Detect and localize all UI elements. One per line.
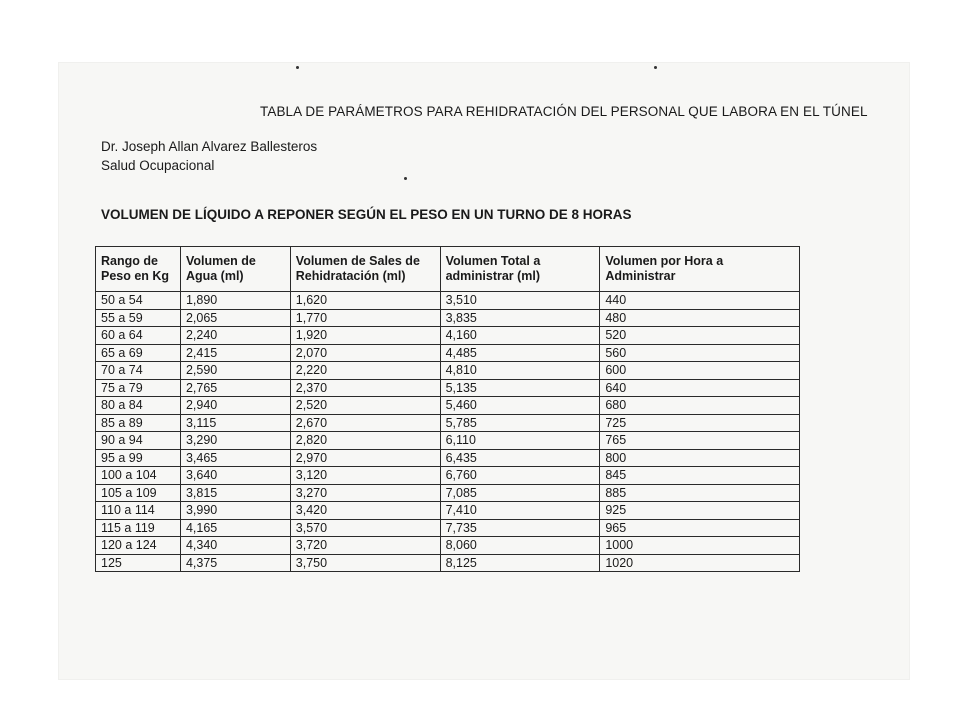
cell-weight-range: 65 a 69	[96, 344, 181, 362]
table-row	[96, 379, 800, 397]
cell-hourly-volume: 765	[600, 432, 800, 450]
cell-water-volume: 2,415	[180, 344, 290, 362]
cell-total-volume: 6,760	[440, 467, 600, 485]
cell-hourly-volume: 440	[600, 292, 800, 310]
table-row	[96, 414, 800, 432]
table-row	[96, 432, 800, 450]
table-row	[96, 484, 800, 502]
cell-water-volume: 1,890	[180, 292, 290, 310]
cell-hourly-volume: 520	[600, 327, 800, 345]
cell-hourly-volume: 1000	[600, 537, 800, 555]
cell-hourly-volume: 600	[600, 362, 800, 380]
author-name: Dr. Joseph Allan Alvarez Ballesteros	[101, 139, 318, 154]
cell-water-volume: 3,815	[180, 484, 290, 502]
cell-weight-range: 60 a 64	[96, 327, 181, 345]
cell-salts-volume: 3,420	[290, 502, 440, 520]
cell-water-volume: 4,340	[180, 537, 290, 555]
cell-weight-range: 120 a 124	[96, 537, 181, 555]
header-weight-range: Rango de Peso en Kg	[96, 247, 181, 292]
cell-water-volume: 3,990	[180, 502, 290, 520]
cell-hourly-volume: 925	[600, 502, 800, 520]
cell-hourly-volume: 885	[600, 484, 800, 502]
cell-hourly-volume: 480	[600, 309, 800, 327]
table-subtitle: VOLUMEN DE LÍQUIDO A REPONER SEGÚN EL PESO EN UN TURNO DE 8 HORAS	[101, 207, 632, 222]
cell-water-volume: 2,765	[180, 379, 290, 397]
cell-total-volume: 7,410	[440, 502, 600, 520]
cell-salts-volume: 2,670	[290, 414, 440, 432]
cell-weight-range: 85 a 89	[96, 414, 181, 432]
cell-water-volume: 2,590	[180, 362, 290, 380]
cell-hourly-volume: 965	[600, 519, 800, 537]
table-row	[96, 344, 800, 362]
table-row	[96, 327, 800, 345]
cell-salts-volume: 2,370	[290, 379, 440, 397]
author-department: Salud Ocupacional	[101, 158, 215, 173]
cell-total-volume: 6,435	[440, 449, 600, 467]
cell-salts-volume: 3,750	[290, 554, 440, 572]
cell-weight-range: 80 a 84	[96, 397, 181, 415]
table-row	[96, 537, 800, 555]
cell-weight-range: 95 a 99	[96, 449, 181, 467]
cell-total-volume: 6,110	[440, 432, 600, 450]
cell-total-volume: 8,125	[440, 554, 600, 572]
table-row	[96, 467, 800, 485]
cell-weight-range: 70 a 74	[96, 362, 181, 380]
cell-weight-range: 115 a 119	[96, 519, 181, 537]
cell-weight-range: 90 a 94	[96, 432, 181, 450]
header-water-volume: Volumen de Agua (ml)	[180, 247, 290, 292]
table-row	[96, 519, 800, 537]
cell-total-volume: 3,835	[440, 309, 600, 327]
table-header-row	[96, 247, 800, 292]
cell-salts-volume: 2,220	[290, 362, 440, 380]
cell-hourly-volume: 1020	[600, 554, 800, 572]
cell-water-volume: 2,240	[180, 327, 290, 345]
cell-total-volume: 7,085	[440, 484, 600, 502]
table-row	[96, 502, 800, 520]
header-hourly-volume: Volumen por Hora a Administrar	[600, 247, 800, 292]
scan-speck	[404, 177, 407, 180]
cell-salts-volume: 1,920	[290, 327, 440, 345]
cell-salts-volume: 3,570	[290, 519, 440, 537]
scan-speck	[654, 66, 657, 69]
cell-salts-volume: 3,270	[290, 484, 440, 502]
header-salts-volume: Volumen de Sales de Rehidratación (ml)	[290, 247, 440, 292]
cell-water-volume: 3,465	[180, 449, 290, 467]
cell-water-volume: 2,065	[180, 309, 290, 327]
cell-total-volume: 7,735	[440, 519, 600, 537]
cell-water-volume: 3,640	[180, 467, 290, 485]
cell-total-volume: 4,485	[440, 344, 600, 362]
cell-weight-range: 55 a 59	[96, 309, 181, 327]
author-block	[101, 137, 317, 175]
cell-total-volume: 4,810	[440, 362, 600, 380]
cell-weight-range: 125	[96, 554, 181, 572]
cell-water-volume: 4,375	[180, 554, 290, 572]
cell-total-volume: 4,160	[440, 327, 600, 345]
scan-speck	[296, 66, 299, 69]
cell-weight-range: 105 a 109	[96, 484, 181, 502]
cell-salts-volume: 2,070	[290, 344, 440, 362]
cell-salts-volume: 3,720	[290, 537, 440, 555]
cell-salts-volume: 2,970	[290, 449, 440, 467]
header-total-volume: Volumen Total a administrar (ml)	[440, 247, 600, 292]
cell-weight-range: 100 a 104	[96, 467, 181, 485]
cell-salts-volume: 3,120	[290, 467, 440, 485]
cell-hourly-volume: 800	[600, 449, 800, 467]
table-row	[96, 309, 800, 327]
cell-weight-range: 110 a 114	[96, 502, 181, 520]
cell-hourly-volume: 560	[600, 344, 800, 362]
cell-salts-volume: 2,520	[290, 397, 440, 415]
cell-total-volume: 3,510	[440, 292, 600, 310]
cell-hourly-volume: 845	[600, 467, 800, 485]
document-title: TABLA DE PARÁMETROS PARA REHIDRATACIÓN DEL PERSONAL QUE LABORA EN EL TÚNEL	[260, 104, 868, 119]
cell-water-volume: 3,115	[180, 414, 290, 432]
cell-total-volume: 5,785	[440, 414, 600, 432]
cell-water-volume: 4,165	[180, 519, 290, 537]
cell-water-volume: 2,940	[180, 397, 290, 415]
cell-water-volume: 3,290	[180, 432, 290, 450]
cell-salts-volume: 1,620	[290, 292, 440, 310]
rehydration-table	[95, 246, 800, 572]
cell-total-volume: 5,460	[440, 397, 600, 415]
cell-total-volume: 5,135	[440, 379, 600, 397]
cell-weight-range: 50 a 54	[96, 292, 181, 310]
cell-hourly-volume: 680	[600, 397, 800, 415]
cell-hourly-volume: 725	[600, 414, 800, 432]
table-body	[96, 292, 800, 572]
table-row	[96, 449, 800, 467]
cell-salts-volume: 2,820	[290, 432, 440, 450]
cell-hourly-volume: 640	[600, 379, 800, 397]
table-row	[96, 554, 800, 572]
table-row	[96, 292, 800, 310]
table-row	[96, 362, 800, 380]
cell-weight-range: 75 a 79	[96, 379, 181, 397]
cell-salts-volume: 1,770	[290, 309, 440, 327]
table-row	[96, 397, 800, 415]
cell-total-volume: 8,060	[440, 537, 600, 555]
